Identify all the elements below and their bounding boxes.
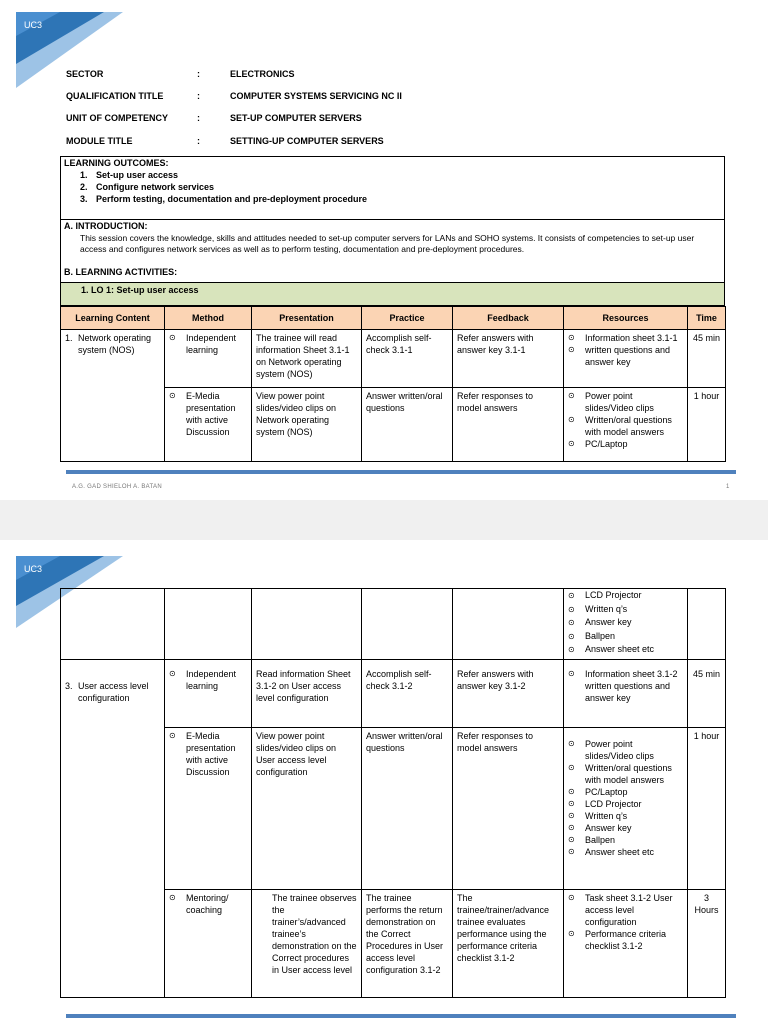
- corner-decoration: [0, 0, 130, 90]
- feedback-cell: [453, 589, 564, 660]
- col-presentation: Presentation: [252, 307, 362, 330]
- colon: :: [197, 69, 200, 79]
- footer-bar: [66, 1014, 736, 1018]
- table-header-row: [61, 307, 726, 330]
- colon: :: [197, 113, 200, 123]
- table-row: [61, 659, 726, 727]
- list-item: 3. Perform testing, documentation and pre-deployment procedure: [80, 194, 368, 204]
- unit-value: SET-UP COMPUTER SERVERS: [230, 113, 362, 123]
- list-item: 1. Set-up user access: [80, 170, 179, 180]
- time-cell: 1 hour: [688, 388, 726, 462]
- time-cell: 45 min: [688, 330, 726, 388]
- learning-content-cell: [61, 589, 165, 660]
- module-value: SETTING-UP COMPUTER SERVERS: [230, 136, 384, 146]
- learning-outcomes-list: [80, 169, 367, 205]
- learning-outcomes-title: LEARNING OUTCOMES:: [64, 158, 169, 168]
- col-time: Time: [688, 307, 726, 330]
- feedback-cell: Refer answers with answer key 3.1-1: [453, 330, 564, 388]
- footer-author: A.G. GAD SHIELOH A. BATAN: [72, 484, 162, 490]
- learning-content-cell: 3. User access level configuration: [61, 659, 165, 997]
- unit-code-label: UC3: [24, 564, 43, 574]
- sector-label: SECTOR: [66, 69, 104, 79]
- time-cell: [688, 589, 726, 660]
- practice-cell: Answer written/oral questions: [362, 727, 453, 889]
- list-item: 2. Configure network services: [80, 182, 215, 192]
- resources-cell: ⊙ LCD Projector ⊙ Written q’s ⊙ Answer key ⊙ Ballpen ⊙ Answer sheet etc: [564, 589, 688, 660]
- resources-cell: ⊙ Power point slides/Video clips ⊙ Written/oral questions with model answers ⊙ PC/Laptop: [564, 388, 688, 462]
- method-cell: ⊙ Independent learning: [165, 659, 252, 727]
- learning-content-cell: 1. Network operating system (NOS): [61, 330, 165, 462]
- presentation-cell: The trainee observes the trainer’s/advanced trainee’s demonstration on the Correct procedures in User access level: [252, 889, 362, 997]
- feedback-cell: Refer responses to model answers: [453, 388, 564, 462]
- practice-cell: Answer written/oral questions: [362, 388, 453, 462]
- resources-cell: ⊙ Information sheet 3.1-1 ⊙ written questions and answer key: [564, 330, 688, 388]
- practice-cell: Accomplish self-check 3.1-2: [362, 659, 453, 727]
- table-row: [61, 589, 726, 660]
- col-learning-content: Learning Content: [61, 307, 165, 330]
- feedback-cell: Refer answers with answer key 3.1-2: [453, 659, 564, 727]
- presentation-cell: View power point slides/video clips on User access level configuration: [252, 727, 362, 889]
- introduction-heading: A. INTRODUCTION:: [64, 221, 148, 231]
- time-cell: 3 Hours: [688, 889, 726, 997]
- presentation-cell: Read information Sheet 3.1-2 on User access level configuration: [252, 659, 362, 727]
- unit-code-label: UC3: [24, 20, 43, 30]
- method-cell: ⊙ Independent learning: [165, 330, 252, 388]
- feedback-cell: The trainee/trainer/advance trainee evaluates performance using the performance criteria checklist 3.1-2: [453, 889, 564, 997]
- practice-cell: The trainee performs the return demonstration on the Correct Procedures in User access level configuration 3.1-2: [362, 889, 453, 997]
- page-1: [0, 0, 768, 500]
- time-cell: 1 hour: [688, 727, 726, 889]
- method-cell: ⊙ E-Media presentation with active Discussion: [165, 388, 252, 462]
- col-practice: Practice: [362, 307, 453, 330]
- lo1-bar: [60, 282, 725, 306]
- qualification-value: COMPUTER SYSTEMS SERVICING NC II: [230, 91, 402, 101]
- page-number: 1: [726, 484, 730, 490]
- method-cell: ⊙ Mentoring/ coaching: [165, 889, 252, 997]
- feedback-cell: Refer responses to model answers: [453, 727, 564, 889]
- colon: :: [197, 136, 200, 146]
- activities-table-page2: [60, 588, 726, 998]
- qualification-label: QUALIFICATION TITLE: [66, 91, 164, 101]
- method-cell: ⊙ E-Media presentation with active Discussion: [165, 727, 252, 889]
- module-label: MODULE TITLE: [66, 136, 133, 146]
- resources-cell: ⊙ Information sheet 3.1-2 written questions and answer key: [564, 659, 688, 727]
- practice-cell: [362, 589, 453, 660]
- table-row: [61, 330, 726, 388]
- unit-label: UNIT OF COMPETENCY: [66, 113, 169, 123]
- learning-activities-heading: B. LEARNING ACTIVITIES:: [64, 267, 178, 277]
- footer-bar: [66, 470, 736, 474]
- sector-value: ELECTRONICS: [230, 69, 295, 79]
- resources-cell: ⊙ Power point slides/Video clips ⊙ Written/oral questions with model answers ⊙ PC/Laptop ⊙ LCD Projector ⊙ Written q’s ⊙ Answer key ⊙ Ballpen ⊙ Answer sheet etc: [564, 727, 688, 889]
- page-gap: [0, 500, 768, 540]
- time-cell: 45 min: [688, 659, 726, 727]
- col-feedback: Feedback: [453, 307, 564, 330]
- activities-table-page1: [60, 306, 726, 462]
- practice-cell: Accomplish self-check 3.1-1: [362, 330, 453, 388]
- col-resources: Resources: [564, 307, 688, 330]
- col-method: Method: [165, 307, 252, 330]
- colon: :: [197, 91, 200, 101]
- presentation-cell: The trainee will read information Sheet 3.1-1 on Network operating system (NOS): [252, 330, 362, 388]
- introduction-text: This session covers the knowledge, skills and attitudes needed to set-up computer servers for LANs and SOHO systems. It consists of competencies to set-up user access and configures network services as well as to perform testing, documentation and pre-deployment procedures.: [80, 233, 695, 254]
- presentation-cell: [252, 589, 362, 660]
- presentation-cell: View power point slides/video clips on Network operating system (NOS): [252, 388, 362, 462]
- lo1-title: 1. LO 1: Set-up user access: [81, 285, 199, 295]
- method-cell: [165, 589, 252, 660]
- page-2: [0, 540, 768, 1024]
- resources-cell: ⊙ Task sheet 3.1-2 User access level configuration ⊙ Performance criteria checklist 3.1-2: [564, 889, 688, 997]
